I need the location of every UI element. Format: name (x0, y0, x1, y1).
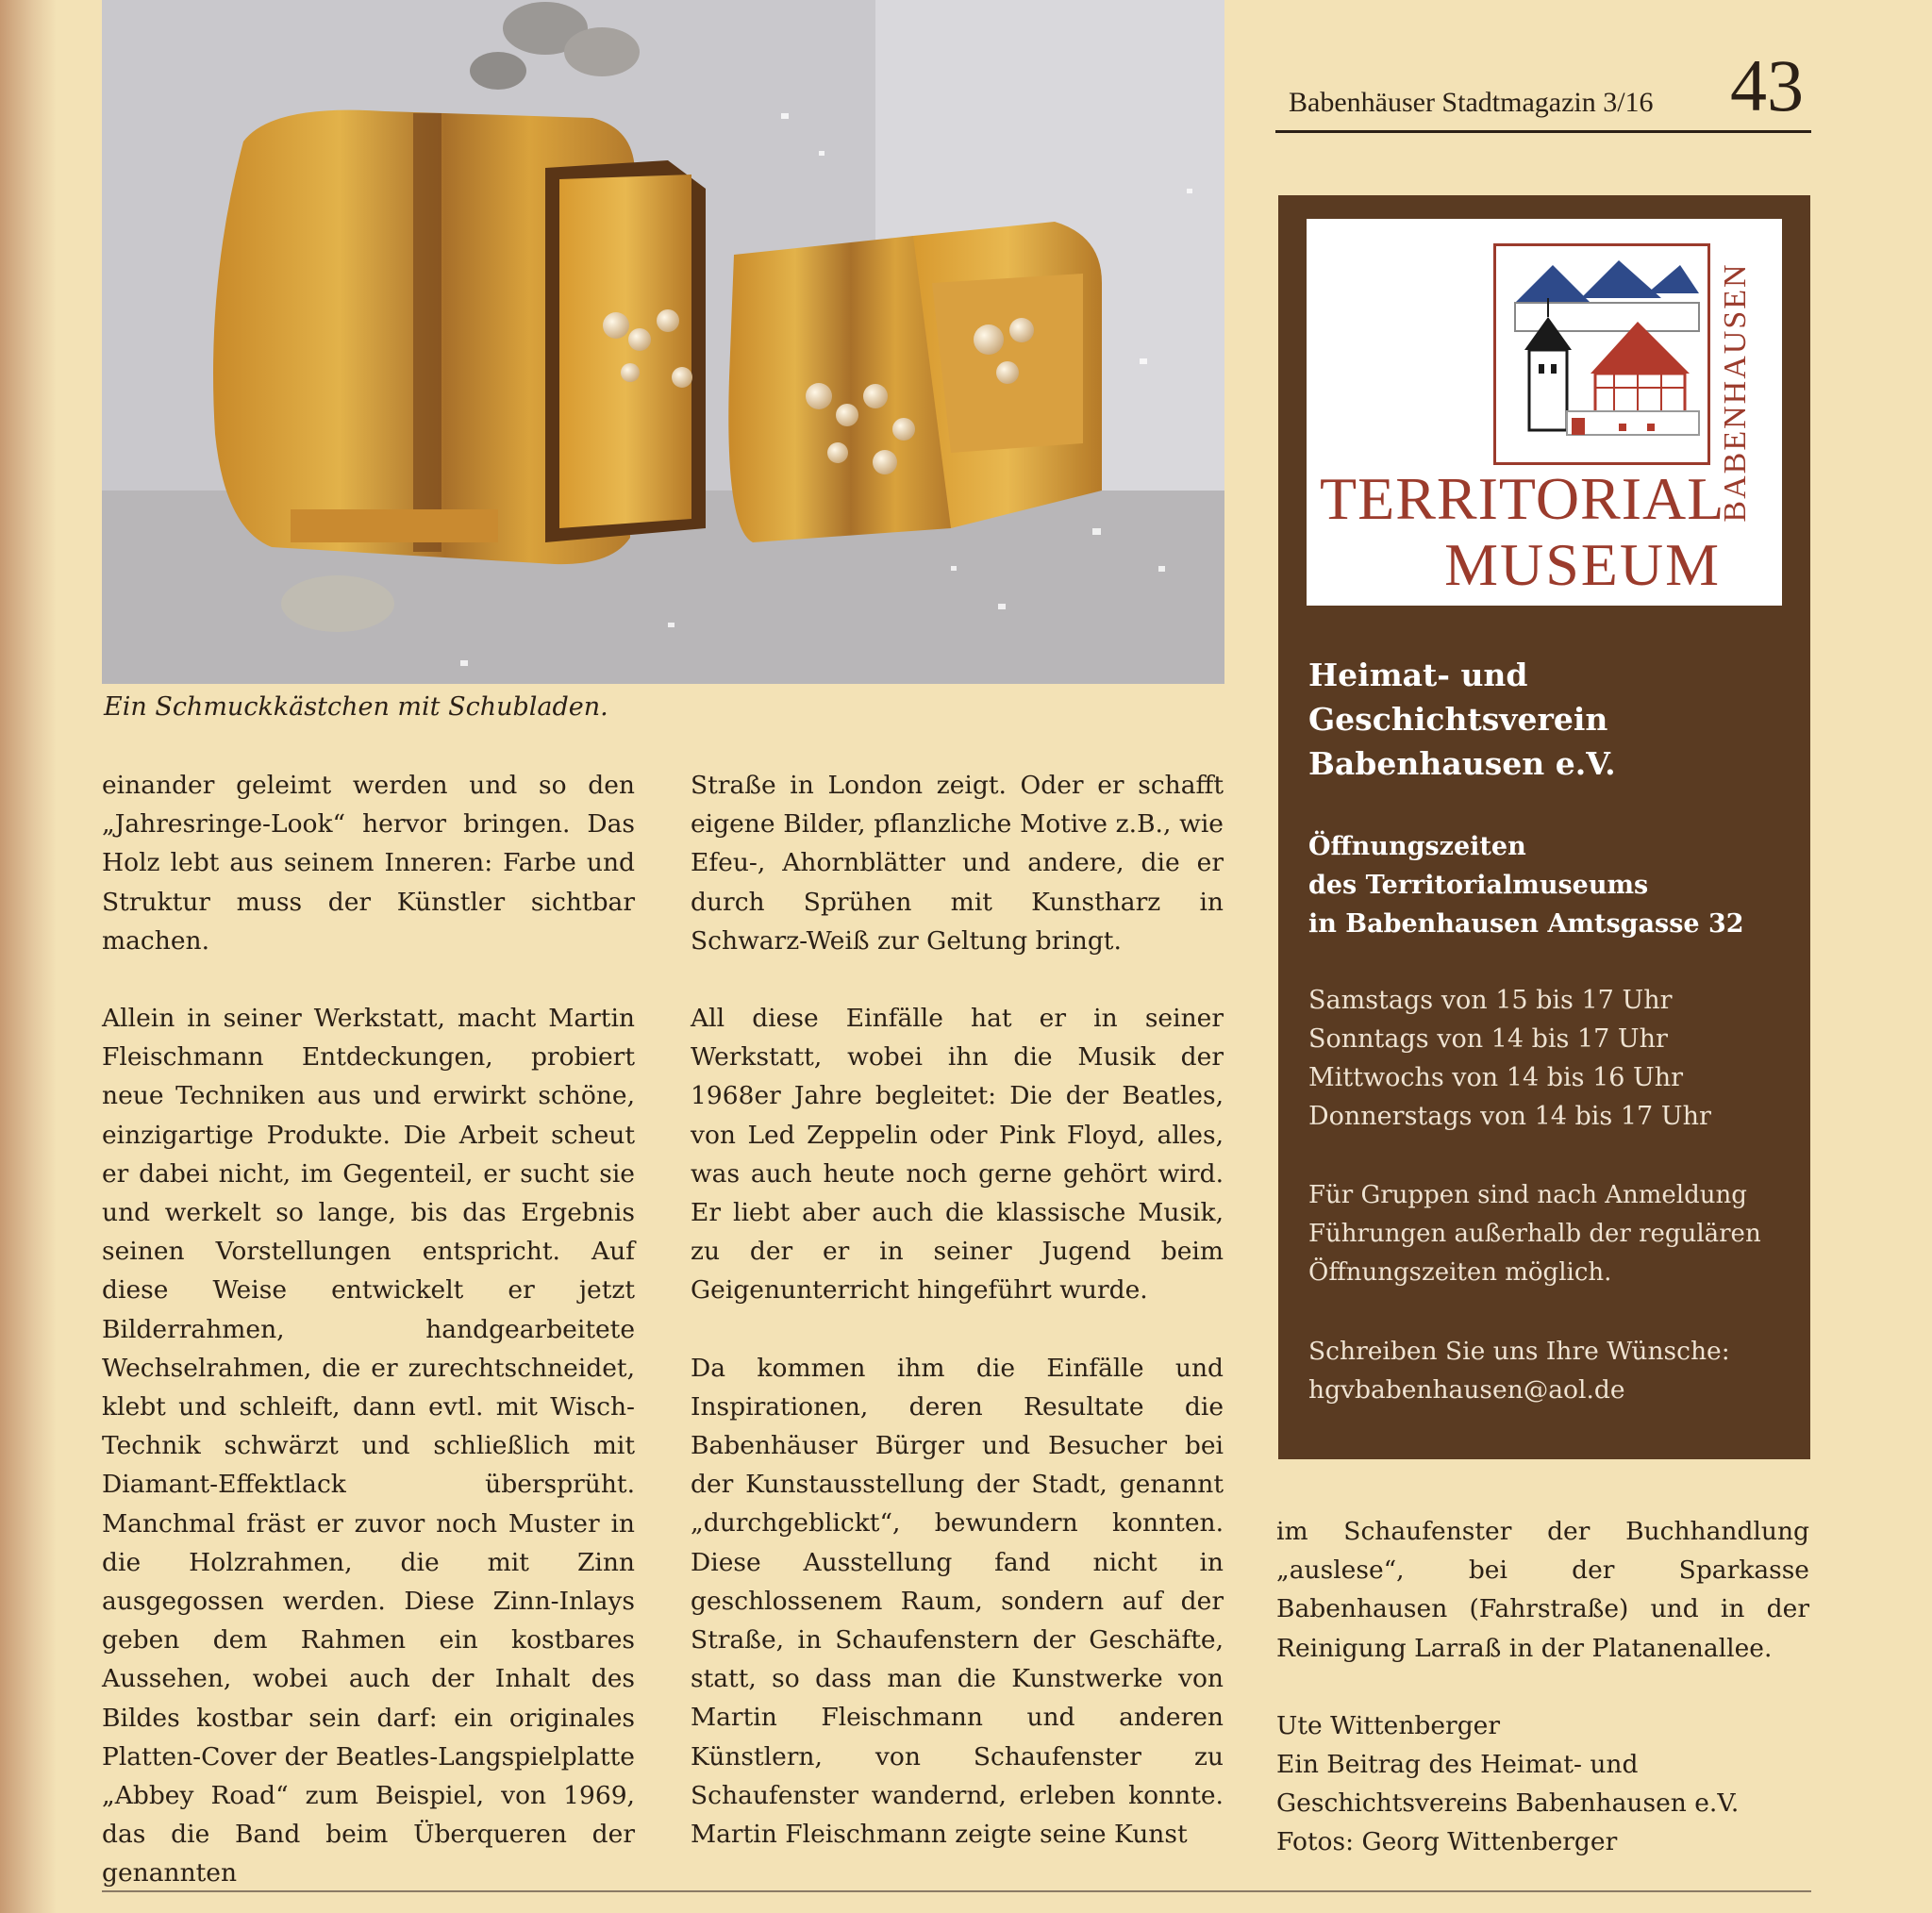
magazine-title: Babenhäuser Stadtmagazin 3/16 (1289, 87, 1654, 118)
credit-line: Ein Beitrag des Heimat- und (1276, 1750, 1639, 1780)
page-number: 43 (1730, 44, 1804, 126)
group-tours-note: Für Gruppen sind nach Anmeldung Führungen außerhalb der regulären Öffnungszeiten möglich. (1308, 1181, 1761, 1287)
contact-info (1308, 1332, 1799, 1409)
paragraph: einander geleimt werden und so den „Jahresringe-Look“ hervor bringen. Das Holz lebt aus seinem Inneren: Farbe und Struktur muss der Künstler sichtbar machen. (102, 771, 635, 956)
territorial-museum-logo (1307, 219, 1782, 606)
logo-title-museum: MUSEUM (1444, 531, 1721, 598)
paragraph: Allein in seiner Werkstatt, macht Martin Fleischmann Entdeckungen, probiert neue Techniken aus und erwirkt schöne, einzigartige Produkte. Die Arbeit scheut er dabei nicht, im Gegenteil, er sucht sie und werkelt so lange, bis das Ergebnis seinen Vorstellungen entspricht. Auf diese Weise entwickelt er jetzt Bilderrahmen, handgearbeitete Wechselrahmen, die er zurechtschneidet, klebt und schleift, dann evtl. mit Wisch-Technik schwärzt und schließlich mit Diamant-Effektlack übersprüht. Manchmal fräst er zuvor noch Muster in die Holzrahmen, die mit Zinn ausgegossen werden. Diese Zinn-Inlays geben dem Rahmen ein kostbares Aussehen, wobei auch der Inhalt des Bildes kostbar sein darf: ein originales Platten-Cover der Beatles-Langspielplatte „Abbey Road“ zum Beispiel, von 1969, das die Band beim Überqueren der genannten (102, 1004, 635, 1888)
author-name: Ute Wittenberger (1276, 1710, 1501, 1740)
museum-info-box (1278, 195, 1810, 1459)
article-column-1 (102, 766, 635, 1893)
association-name: Heimat- und Geschichtsverein Babenhausen e.V. (1308, 657, 1616, 782)
photo-caption: Ein Schmuckkästchen mit Schubladen. (104, 692, 608, 722)
paragraph: All diese Einfälle hat er in seiner Werkstatt, wobei ihn die Musik der 1968er Jahre begleitet: Die der Beatles, von Led Zeppelin oder Pink Floyd, alles, was auch heute noch gerne gehört wird. Er liebt aber auch die klassische Musik, zu der er in seiner Jugend beim Geigenunterricht hingeführt wurde. (691, 1004, 1224, 1306)
castle-icon (1496, 246, 1707, 462)
article-column-3 (1276, 1512, 1809, 1862)
page-binding-shadow (0, 0, 57, 1913)
article-column-2 (691, 766, 1224, 1854)
castle-illustration-frame (1493, 243, 1710, 465)
jewelry-box-photo (102, 0, 1224, 684)
credit-line: Geschichtsvereins Babenhausen e.V. (1276, 1788, 1740, 1819)
bottom-divider (102, 1890, 1811, 1892)
opening-hours-heading: Öffnungszeiten des Territorialmuseums in Babenhausen Amtsgasse 32 (1308, 832, 1744, 939)
hours-item-sunday: Sonntags von 14 bis 17 Uhr (1308, 1024, 1668, 1054)
opening-hours-list (1308, 981, 1799, 1136)
hours-item-saturday: Samstags von 15 bis 17 Uhr (1308, 986, 1673, 1015)
hours-item-wednesday: Mittwochs von 14 bis 16 Uhr (1308, 1063, 1684, 1092)
paragraph: Da kommen ihm die Einfälle und Inspirationen, deren Resultate die Babenhäuser Bürger und Besucher bei der Kunstausstellung der Stadt, genannt „durchgeblickt“, bewundern konnten. Diese Ausstellung fand nicht in geschlossenem Raum, sondern auf der Straße, in Schaufenstern der Geschäfte, statt, so dass man die Kunstwerke von Martin Fleischmann und anderen Künstlern, von Schaufenster zu Schaufenster wandernd, erleben konnte. Martin Fleischmann zeigte seine Kunst (691, 1353, 1224, 1850)
paragraph: im Schaufenster der Buchhandlung „auslese“, bei der Sparkasse Babenhausen (Fahrstraße) und in der Reinigung Larraß in der Platanenallee. (1276, 1517, 1809, 1663)
contact-email[interactable]: hgvbabenhausen@aol.de (1308, 1375, 1625, 1405)
article-credits (1276, 1706, 1809, 1862)
contact-prompt: Schreiben Sie uns Ihre Wünsche: (1308, 1337, 1730, 1366)
page-header (1275, 44, 1811, 133)
paragraph: Straße in London zeigt. Oder er schafft eigene Bilder, pflanzliche Motive z.B., wie Efeu-, Ahornblätter und andere, die er durch Sprühen mit Kunstharz in Schwarz-Weiß zur Geltung bringt. (691, 771, 1224, 956)
hours-item-thursday: Donnerstags von 14 bis 17 Uhr (1308, 1102, 1711, 1131)
photo-credit: Fotos: Georg Wittenberger (1276, 1827, 1618, 1857)
logo-title-territorial: TERRITORIAL (1320, 465, 1725, 532)
logo-vertical-label: BABENHAUSEN (1718, 262, 1753, 523)
